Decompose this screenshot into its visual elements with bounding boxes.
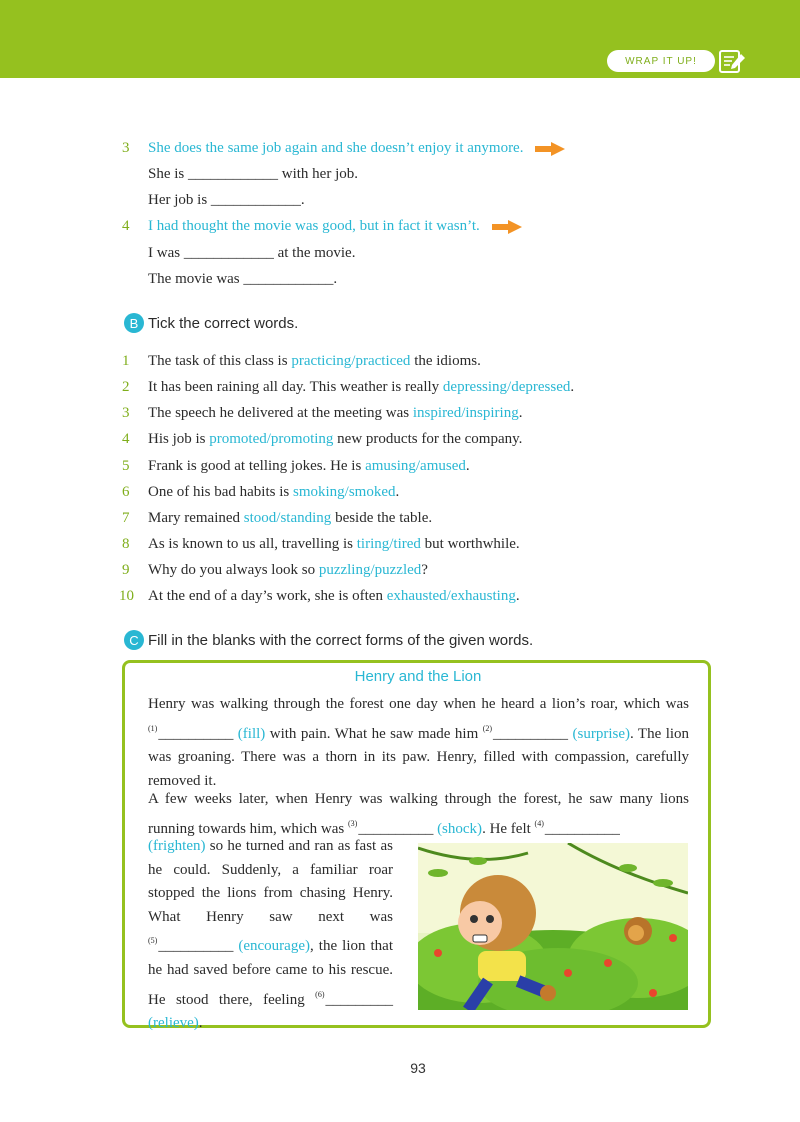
story-title: Henry and the Lion xyxy=(354,668,482,685)
word-choice[interactable]: amusing/amused xyxy=(365,458,466,474)
item-number: 1 xyxy=(122,353,130,369)
blank-5[interactable]: __________ xyxy=(158,938,234,955)
section-badge: WRAP IT UP! xyxy=(607,50,715,72)
blank-1[interactable]: __________ xyxy=(158,725,234,742)
story-paragraph-2: A few weeks later, when Henry was walking through the forest, he saw many lions running towards him, which was $^{(3)}$__________ (shock). He felt $^{(4)}$__________ xyxy=(148,791,689,837)
list-item: His job is promoted/promoting new products for the company. xyxy=(148,431,523,447)
prompt-text: I had thought the movie was good, but in fact it wasn’t. xyxy=(148,218,480,234)
word-choice[interactable]: stood/standing xyxy=(243,510,332,526)
page-number: 93 xyxy=(410,1060,426,1076)
list-item: At the end of a day’s work, she is often exhausted/exhausting. xyxy=(148,588,520,604)
item-number: 9 xyxy=(122,562,130,578)
item-number: 2 xyxy=(122,379,130,395)
item-number: 8 xyxy=(122,536,130,552)
item-number: 10 xyxy=(119,588,134,604)
section-title: Fill in the blanks with the correct forms of the given words. xyxy=(148,631,534,649)
prompt-4 xyxy=(148,216,522,236)
list-item: Frank is good at telling jokes. He is amusing/amused. xyxy=(148,458,470,474)
list-item: Mary remained stood/standing beside the table. xyxy=(148,510,433,526)
word-choice[interactable]: puzzling/puzzled xyxy=(318,562,422,578)
item-number: 5 xyxy=(122,458,130,474)
blank-4[interactable]: __________ xyxy=(544,820,620,837)
list-item: It has been raining all day. This weather is really depressing/depressed. xyxy=(148,379,575,395)
word-choice[interactable]: depressing/depressed xyxy=(442,379,571,395)
arrow-right-icon xyxy=(535,142,565,156)
item-number: 3 xyxy=(122,405,130,421)
prompt-3 xyxy=(148,138,565,158)
blank-3[interactable]: __________ xyxy=(358,820,434,837)
list-item: The speech he delivered at the meeting was inspired/inspiring. xyxy=(148,405,523,421)
word-choice[interactable]: smoking/smoked xyxy=(292,484,396,500)
answer-line: I was ____________ at the movie. xyxy=(148,245,356,261)
word-choice[interactable]: tiring/tired xyxy=(356,536,421,552)
item-number: 3 xyxy=(122,140,130,156)
arrow-right-icon xyxy=(492,220,522,234)
list-item: Why do you always look so puzzling/puzzled? xyxy=(148,562,428,578)
section-letter: B xyxy=(124,313,144,333)
story-paragraph-3: (frighten) so he turned and ran as fast as he could. Suddenly, a familiar roar stopped the lions from chasing Henry. What Henry saw next was $^{(5)}$__________ (encourage), the lion that he had saved before came to his rescue. He stood there, feeling $^{(6)}$_________ (relieve). xyxy=(148,838,394,1032)
story-illustration xyxy=(418,843,688,1010)
word-choice[interactable]: exhausted/exhausting xyxy=(386,588,516,604)
item-number: 6 xyxy=(122,484,130,500)
blank-2[interactable]: __________ xyxy=(493,725,569,742)
item-number: 7 xyxy=(122,510,130,526)
section-letter: C xyxy=(124,630,144,650)
word-choice[interactable]: practicing/practiced xyxy=(291,353,411,369)
answer-line: She is ____________ with her job. xyxy=(148,166,358,182)
answer-line: The movie was ____________. xyxy=(148,271,338,287)
section-title: Tick the correct words. xyxy=(148,314,299,332)
list-item: As is known to us all, travelling is tiring/tired but worthwhile. xyxy=(148,536,520,552)
list-item: One of his bad habits is smoking/smoked. xyxy=(148,484,400,500)
section-c-heading xyxy=(124,630,533,650)
answer-line: Her job is ____________. xyxy=(148,192,305,208)
story-paragraph-1: Henry was walking through the forest one day when he heard a lion’s roar, which was $^{(1)}$__________ (fill) with pain. What he saw made him $^{(2)}$__________ (surprise). The lion was groaning. There was a thorn in its paw. Henry, filled with compassion, carefully removed it. xyxy=(148,696,690,790)
notebook-pencil-icon xyxy=(718,48,746,74)
word-choice[interactable]: promoted/promoting xyxy=(209,431,334,447)
word-choice[interactable]: inspired/inspiring xyxy=(412,405,519,421)
prompt-text: She does the same job again and she doesn’t enjoy it anymore. xyxy=(148,140,524,156)
list-item: The task of this class is practicing/practiced the idioms. xyxy=(148,353,481,369)
section-b-heading xyxy=(124,313,298,333)
blank-6[interactable]: _________ xyxy=(325,991,393,1008)
item-number: 4 xyxy=(122,431,130,447)
item-number: 4 xyxy=(122,218,130,234)
